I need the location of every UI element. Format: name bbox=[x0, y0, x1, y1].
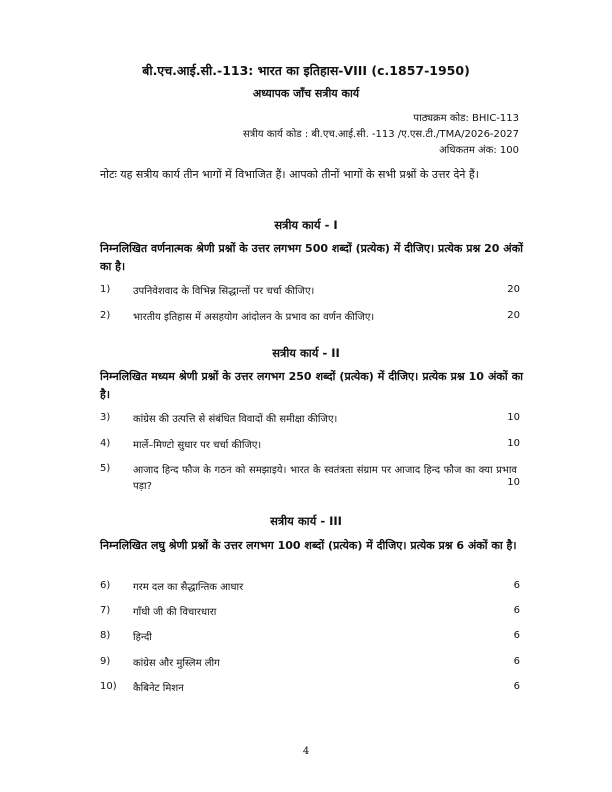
question-text: कांग्रेस और मुस्लिम लीग bbox=[133, 658, 220, 669]
question-marks: 20 bbox=[507, 310, 520, 321]
question-marks: 6 bbox=[513, 630, 520, 641]
question-text: कैबिनेट मिशन bbox=[133, 683, 184, 694]
page-number: 4 bbox=[302, 746, 310, 757]
max-marks: अधिकतम अंक: 100 bbox=[439, 145, 519, 156]
question-number: 1) bbox=[100, 284, 111, 295]
section-1-title: सत्रीय कार्य - I bbox=[274, 218, 338, 232]
section-1-instruction: निम्नलिखित वर्णनात्मक श्रेणी प्रश्नों के उत्तर लगभग 500 शब्दों (प्रत्येक) में दीजिए। प्रत्येक प्रश्न 20 अंकों का है। bbox=[100, 242, 523, 273]
assignment-code: सत्रीय कार्य कोड : बी.एच.आई.सी. -113 /ए.एस.टी./TMA/2026-2027 bbox=[242, 129, 519, 140]
note-text: नोटः यह सत्रीय कार्य तीन भागों में विभाजित हैं। आपको तीनों भागों के सभी प्रश्नों के उत्तर देने हैं। bbox=[100, 168, 479, 181]
question-marks: 6 bbox=[513, 681, 520, 692]
section-3-instruction: निम्नलिखित लघु श्रेणी प्रश्नों के उत्तर लगभग 100 शब्दों (प्रत्येक) में दीजिए। प्रत्येक प्रश्न 6 अंकों का है। bbox=[100, 539, 517, 552]
question-text: उपनिवेशवाद के विभिन्न सिद्धान्तों पर चर्चा कीजिए। bbox=[133, 286, 315, 297]
question-number: 10) bbox=[100, 681, 117, 692]
section-3-title: सत्रीय कार्य - III bbox=[270, 514, 342, 528]
question-marks: 6 bbox=[513, 605, 520, 616]
section-2-instruction: निम्नलिखित मध्यम श्रेणी प्रश्नों के उत्तर लगभग 250 शब्दों (प्रत्येक) में दीजिए। प्रत्येक प्रश्न 10 अंकों का है। bbox=[100, 370, 523, 401]
question-number: 2) bbox=[100, 310, 111, 321]
question-text: हिन्दी bbox=[133, 632, 152, 643]
question-number: 9) bbox=[100, 656, 111, 667]
question-text: भारतीय इतिहास में असहयोग आंदोलन के प्रभाव का वर्णन कीजिए। bbox=[133, 312, 375, 323]
question-number: 6) bbox=[100, 580, 111, 591]
question-marks: 10 bbox=[507, 412, 520, 423]
question-text: आजाद हिन्द फौज के गठन को समझाइये। भारत के स्वतंत्रता संग्राम पर आजाद हिन्द फौज का क्या प्रभाव पड़ा? bbox=[133, 465, 517, 492]
course-code: पाठ्यक्रम कोड: BHIC-113 bbox=[413, 113, 519, 124]
question-number: 7) bbox=[100, 605, 111, 616]
question-number: 8) bbox=[100, 630, 111, 641]
question-text: कांग्रेस की उत्पत्ति से संबंधित विवादों की समीक्षा कीजिए। bbox=[133, 414, 338, 425]
question-marks: 10 bbox=[507, 477, 520, 488]
question-marks: 6 bbox=[513, 656, 520, 667]
section-2-title: सत्रीय कार्य - II bbox=[272, 346, 340, 360]
course-title: बी.एच.आई.सी.-113: भारत का इतिहास-VIII (c.1857-1950) bbox=[142, 63, 470, 78]
question-text: गाँधी जी की विचारधारा bbox=[133, 607, 217, 618]
question-text: मार्ले–मिण्टो सुधार पर चर्चा कीजिए। bbox=[133, 440, 262, 451]
question-text: गरम दल का सैद्धान्तिक आधार bbox=[133, 582, 244, 593]
question-number: 5) bbox=[100, 463, 111, 474]
question-marks: 20 bbox=[507, 284, 520, 295]
question-marks: 6 bbox=[513, 580, 520, 591]
assignment-subtitle: अध्यापक जाँच सत्रीय कार्य bbox=[252, 87, 360, 100]
question-number: 4) bbox=[100, 438, 111, 449]
question-number: 3) bbox=[100, 412, 111, 423]
question-marks: 10 bbox=[507, 438, 520, 449]
